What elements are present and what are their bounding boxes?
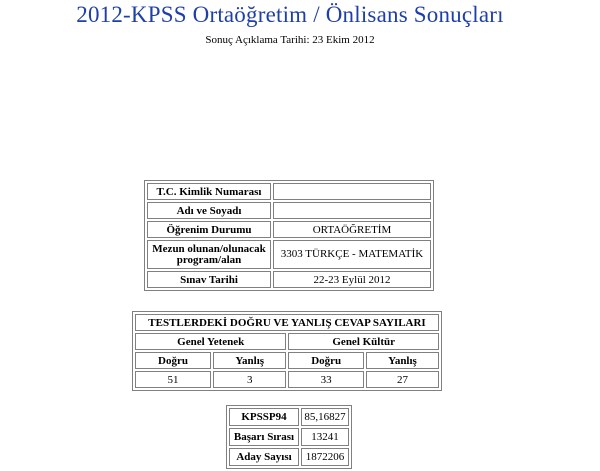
col-gy-dogru: Doğru bbox=[135, 352, 211, 369]
group-genel-kultur: Genel Kültür bbox=[288, 333, 439, 350]
answers-column-row bbox=[135, 352, 439, 369]
col-gk-dogru: Doğru bbox=[288, 352, 364, 369]
score-row-kpssp94 bbox=[229, 408, 349, 426]
rank-label: Başarı Sırası bbox=[229, 428, 299, 446]
val-gk-dogru: 33 bbox=[288, 371, 364, 388]
tc-label: T.C. Kimlik Numarası bbox=[147, 183, 271, 200]
info-row-name bbox=[147, 202, 431, 219]
kpssp94-label: KPSSP94 bbox=[229, 408, 299, 426]
education-value: ORTAÖĞRETİM bbox=[273, 221, 431, 238]
info-row-program bbox=[147, 240, 431, 269]
name-value bbox=[273, 202, 431, 219]
answers-table bbox=[132, 311, 442, 391]
val-gy-dogru: 51 bbox=[135, 371, 211, 388]
answers-value-row bbox=[135, 371, 439, 388]
answers-title-row bbox=[135, 314, 439, 331]
answers-title: TESTLERDEKİ DOĞRU VE YANLIŞ CEVAP SAYILARI bbox=[135, 314, 439, 331]
candidates-value: 1872206 bbox=[301, 448, 349, 466]
tc-value bbox=[273, 183, 431, 200]
page-title: 2012-KPSS Ortaöğretim / Önlisans Sonuçları bbox=[76, 2, 504, 27]
info-row-education bbox=[147, 221, 431, 238]
col-gk-yanlis: Yanlış bbox=[366, 352, 439, 369]
info-row-tc bbox=[147, 183, 431, 200]
education-label: Öğrenim Durumu bbox=[147, 221, 271, 238]
score-table bbox=[226, 405, 352, 469]
score-row-candidates bbox=[229, 448, 349, 466]
program-label: Mezun olunan/olunacak program/alan bbox=[147, 240, 271, 269]
announcement-date: Sonuç Açıklama Tarihi: 23 Ekim 2012 bbox=[205, 34, 375, 46]
info-row-exam-date bbox=[147, 271, 431, 288]
answers-group-row bbox=[135, 333, 439, 350]
exam-date-label: Sınav Tarihi bbox=[147, 271, 271, 288]
val-gk-yanlis: 27 bbox=[366, 371, 439, 388]
exam-date-value: 22-23 Eylül 2012 bbox=[273, 271, 431, 288]
rank-value: 13241 bbox=[301, 428, 349, 446]
group-genel-yetenek: Genel Yetenek bbox=[135, 333, 286, 350]
name-label: Adı ve Soyadı bbox=[147, 202, 271, 219]
score-row-rank bbox=[229, 428, 349, 446]
candidates-label: Aday Sayısı bbox=[229, 448, 299, 466]
val-gy-yanlis: 3 bbox=[213, 371, 286, 388]
program-value: 3303 TÜRKÇE - MATEMATİK bbox=[273, 240, 431, 269]
col-gy-yanlis: Yanlış bbox=[213, 352, 286, 369]
candidate-info-table bbox=[144, 180, 434, 291]
kpssp94-value: 85,16827 bbox=[301, 408, 349, 426]
